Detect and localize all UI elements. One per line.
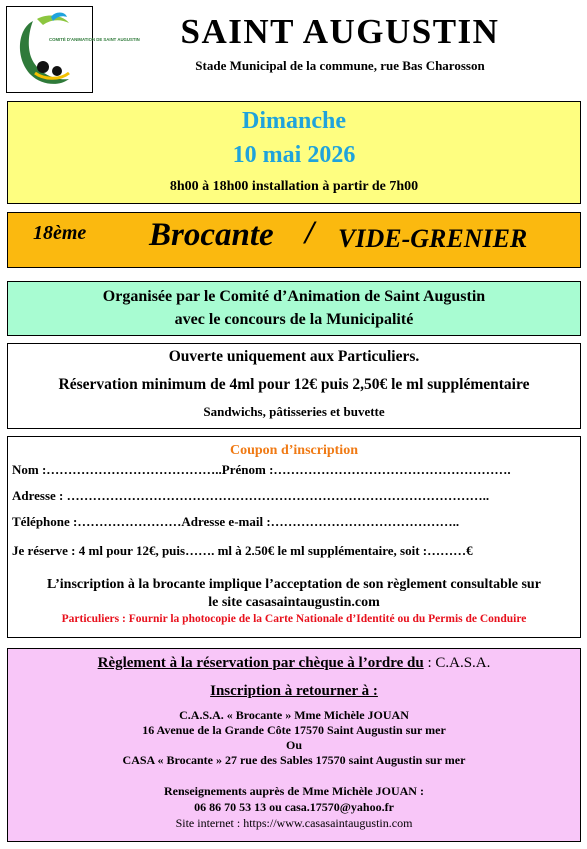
event-slash: / — [305, 215, 315, 251]
info-tarif: Réservation minimum de 4ml pour 12€ puis 2,50€ le ml supplémentaire — [58, 376, 530, 393]
organiser-line-1: Organisée par le Comité d’Animation de Saint Augustin — [102, 288, 486, 305]
event-title: Brocante — [149, 217, 274, 253]
info-buvette: Sandwichs, pâtisseries et buvette — [203, 404, 385, 419]
reservation-field[interactable]: Je réserve : 4 ml pour 12€, puis……. ml à 2.50€ le ml supplémentaire, soit :………€ — [12, 543, 473, 558]
committee-logo — [7, 7, 140, 92]
website-link[interactable]: Site internet : https://www.casasaintaugustin.com — [175, 816, 413, 830]
organiser-line-2: avec le concours de la Municipalité — [174, 311, 414, 328]
organiser-banner — [7, 281, 581, 336]
contact-phone-email[interactable]: 06 86 70 53 13 ou casa.17570@yahoo.fr — [194, 800, 394, 814]
address-field[interactable]: Adresse : …………………………………………………………………………………….. — [12, 488, 490, 503]
name-field[interactable]: Nom :…………………………………..Prénom :………………………………………………. — [12, 462, 511, 477]
payment-label: Règlement à la réservation par chèque à l’ordre du — [97, 655, 424, 671]
id-document-notice: Particuliers : Fournir la photocopie de la Carte Nationale d’Identité ou du Permis de Conduire — [61, 613, 527, 625]
address-or: Ou — [285, 738, 302, 752]
return-label: Inscription à retourner à : — [210, 683, 378, 699]
payment-payee: : C.A.S.A. — [423, 655, 491, 671]
info-particuliers: Ouverte uniquement aux Particuliers. — [168, 348, 420, 365]
event-date: 10 mai 2026 — [232, 142, 356, 168]
event-banner — [7, 212, 581, 268]
coupon-title: Coupon d’inscription — [230, 443, 358, 458]
logo-box — [6, 6, 140, 93]
page-subtitle: Stade Municipal de la commune, rue Bas Charosson — [195, 58, 485, 73]
registration-coupon — [7, 436, 581, 638]
phone-email-field[interactable]: Téléphone :……………………Adresse e-mail :…………………………………….. — [12, 514, 460, 529]
event-subtitle: VIDE-GRENIER — [338, 224, 528, 253]
address-1: C.A.S.A. « Brocante » Mme Michèle JOUAN — [179, 708, 409, 722]
event-hours: 8h00 à 18h00 installation à partir de 7h00 — [169, 179, 419, 194]
page-title: SAINT AUGUSTIN — [180, 12, 500, 51]
rules-notice-2: le site casasaintaugustin.com — [208, 595, 380, 610]
date-banner — [7, 101, 581, 204]
info-section — [7, 343, 581, 429]
payment-section — [7, 648, 581, 842]
contact-label: Renseignements auprès de Mme Michèle JOUAN : — [164, 784, 424, 798]
logo-text: COMITÉ D'ANIMATION DE SAINT AUGUSTIN — [49, 37, 140, 42]
event-edition: 18ème — [33, 222, 87, 244]
rules-notice-1: L’inscription à la brocante implique l’acceptation de son règlement consultable sur — [47, 577, 541, 592]
address-2: 16 Avenue de la Grande Côte 17570 Saint Augustin sur mer — [142, 723, 446, 737]
event-day: Dimanche — [242, 108, 346, 134]
address-3: CASA « Brocante » 27 rue des Sables 17570 saint Augustin sur mer — [122, 753, 466, 767]
payment-instruction — [8, 655, 580, 672]
